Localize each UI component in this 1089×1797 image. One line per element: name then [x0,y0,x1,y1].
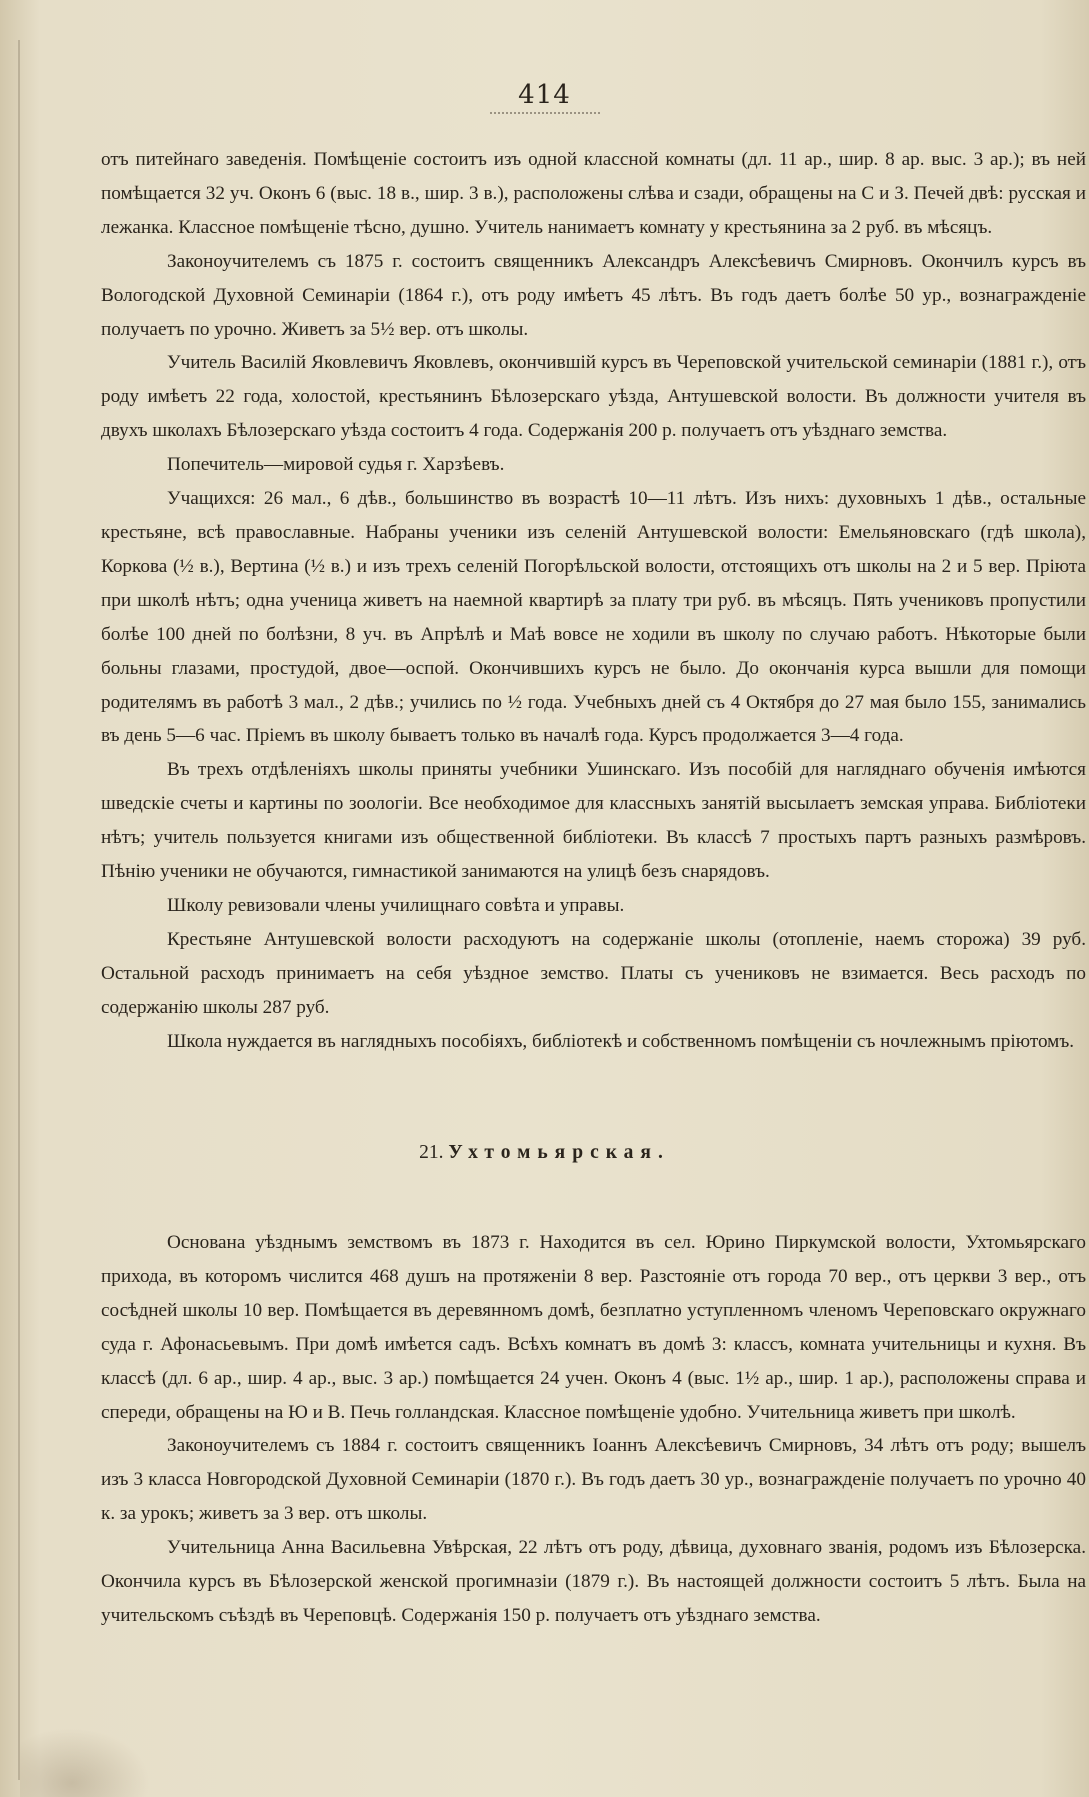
page-number-rule [490,112,600,116]
paragraph: Учительница Анна Васильевна Увѣрская, 22 лѣтъ отъ роду, дѣвица, духовнаго званія, родомъ изъ Бѣлозерска. Окончила курсъ въ Бѣлозерской женской прогимназіи (1879 г.). Въ настоящей должности состоитъ 5 лѣтъ. Была на учительскомъ съѣздѣ въ Череповцѣ. Содержанія 150 р. получаетъ отъ уѣзднаго земства. [101,1537,1086,1626]
text-block-top [101,143,1086,1058]
page-edge-shadow [18,40,20,1780]
paragraph: Законоучителемъ съ 1884 г. состоитъ священникъ Іоаннъ Алексѣевичъ Смирновъ, 34 лѣтъ отъ роду; вышелъ изъ 3 класса Новгородской Духовной Семинаріи (1870 г.). Въ годъ даетъ 30 ур., вознагражденіе получаетъ по урочно 40 к. за урокъ; живетъ за 3 вер. отъ школы. [101,1435,1086,1525]
paragraph: Учитель Василій Яковлевичъ Яковлевъ, окончившій курсъ въ Череповской учительской семинаріи (1881 г.), отъ роду имѣетъ 22 года, холостой, крестьянинъ Бѣлозерскаго уѣзда, Антушевской волости. Въ должности учителя въ двухъ школахъ Бѣлозерскаго уѣзда состоитъ 4 года. Содержанія 200 р. получаетъ отъ уѣзднаго земства. [101,352,1086,442]
section-number: 21. [419,1142,444,1163]
page-number: 414 [518,80,571,110]
text-block-bottom [101,1226,1086,1633]
paper-stain [20,1727,150,1797]
section-heading [0,1142,1089,1164]
paragraph: отъ питейнаго заведенія. Помѣщеніе состоитъ изъ одной классной комнаты (дл. 11 ар., шир. 8 ар. выс. 3 ар.); въ ней помѣщается 32 уч. Оконъ 6 (выс. 18 в., шир. 3 в.), расположены слѣва и сзади, обращены на С и З. Печей двѣ: русская и лежанка. Классное помѣщеніе тѣсно, душно. Учитель нанимаетъ комнату у крестьянина за 2 руб. въ мѣсяцъ. [101,149,1086,238]
paragraph: Крестьяне Антушевской волости расходуютъ на содержаніе школы (отопленіе, наемъ сторожа) 39 руб. Остальной расходъ принимаетъ на себя уѣздное земство. Платы съ учениковъ не взимается. Весь расходъ по содержанію школы 287 руб. [101,928,1086,1018]
paragraph: Законоучителемъ съ 1875 г. состоитъ священникъ Александръ Алексѣевичъ Смирновъ. Окончилъ курсъ въ Вологодской Духовной Семинаріи (1864 г.), отъ роду имѣетъ 45 лѣтъ. Въ годъ даетъ болѣе 50 ур., вознагражденіе получаетъ по урочно. Живетъ за 5½ вер. отъ школы. [101,250,1086,340]
paragraph: Школа нуждается въ наглядныхъ пособіяхъ, библіотекѣ и собственномъ помѣщеніи съ ночлежнымъ пріютомъ. [167,1030,1075,1052]
section-title: Ухтомьярская. [448,1142,670,1163]
paragraph: Попечитель—мировой судья г. Харзѣевъ. [167,454,505,476]
paragraph: Учащихся: 26 мал., 6 дѣв., большинство въ возрастѣ 10—11 лѣтъ. Изъ нихъ: духовныхъ 1 дѣв., остальные крестьяне, всѣ православные. Набраны ученики изъ селеній Антушевской волости: Емельяновскаго (гдѣ школа), Коркова (½ в.), Вертина (½ в.) и изъ трехъ селеній Погорѣльской волости, отстоящихъ отъ школы на 2 и 5 вер. Пріюта при школѣ нѣтъ; одна ученица живетъ на наемной квартирѣ за плату три руб. въ мѣсяцъ. Пять учениковъ пропустили болѣе 100 дней по болѣзни, 8 уч. въ Апрѣлѣ и Маѣ вовсе не ходили въ школу по случаю работъ. Нѣкоторые были больны глазами, простудой, двое—оспой. Окончившихъ курсъ не было. До окончанія курса вышли для помощи родителямъ въ работѣ 3 мал., 2 дѣв.; учились по ½ года. Учебныхъ дней съ 4 Октября до 27 мая было 155, занимались въ день 5—6 час. Пріемъ въ школу бываетъ только въ началѣ года. Курсъ продолжается 3—4 года. [101,488,1086,747]
paragraph: Основана уѣзднымъ земствомъ въ 1873 г. Находится въ сел. Юрино Пиркумской волости, Ухтомьярскаго прихода, въ которомъ числится 468 душъ на протяженіи 8 вер. Разстояніе отъ города 70 вер., отъ церкви 3 вер., отъ сосѣдней школы 10 вер. Помѣщается въ деревянномъ домѣ, безплатно уступленномъ членомъ Череповскаго окружнаго суда г. Афонасьевымъ. При домѣ имѣется садъ. Всѣхъ комнатъ въ домѣ 3: классъ, комната учительницы и кухня. Въ классѣ (дл. 6 ар., шир. 4 ар., выс. 3 ар.) помѣщается 24 учен. Оконъ 4 (выс. 1½ ар., шир. 1 ар.), расположены справа и спереди, обращены на Ю и В. Печь голландская. Классное помѣщеніе удобно. Учительница живетъ при школѣ. [101,1232,1086,1423]
paragraph: Школу ревизовали члены училищнаго совѣта и управы. [167,894,625,916]
paragraph: Въ трехъ отдѣленіяхъ школы приняты учебники Ушинскаго. Изъ пособій для нагляднаго обученія имѣются шведскіе счеты и картины по зоологіи. Все необходимое для классныхъ занятій высылаетъ земская управа. Библіотеки нѣтъ; учитель пользуется книгами изъ общественной библіотеки. Въ классѣ 7 простыхъ партъ разныхъ размѣровъ. Пѣнію ученики не обучаются, гимнастикой занимаются на улицѣ безъ снарядовъ. [101,759,1086,883]
